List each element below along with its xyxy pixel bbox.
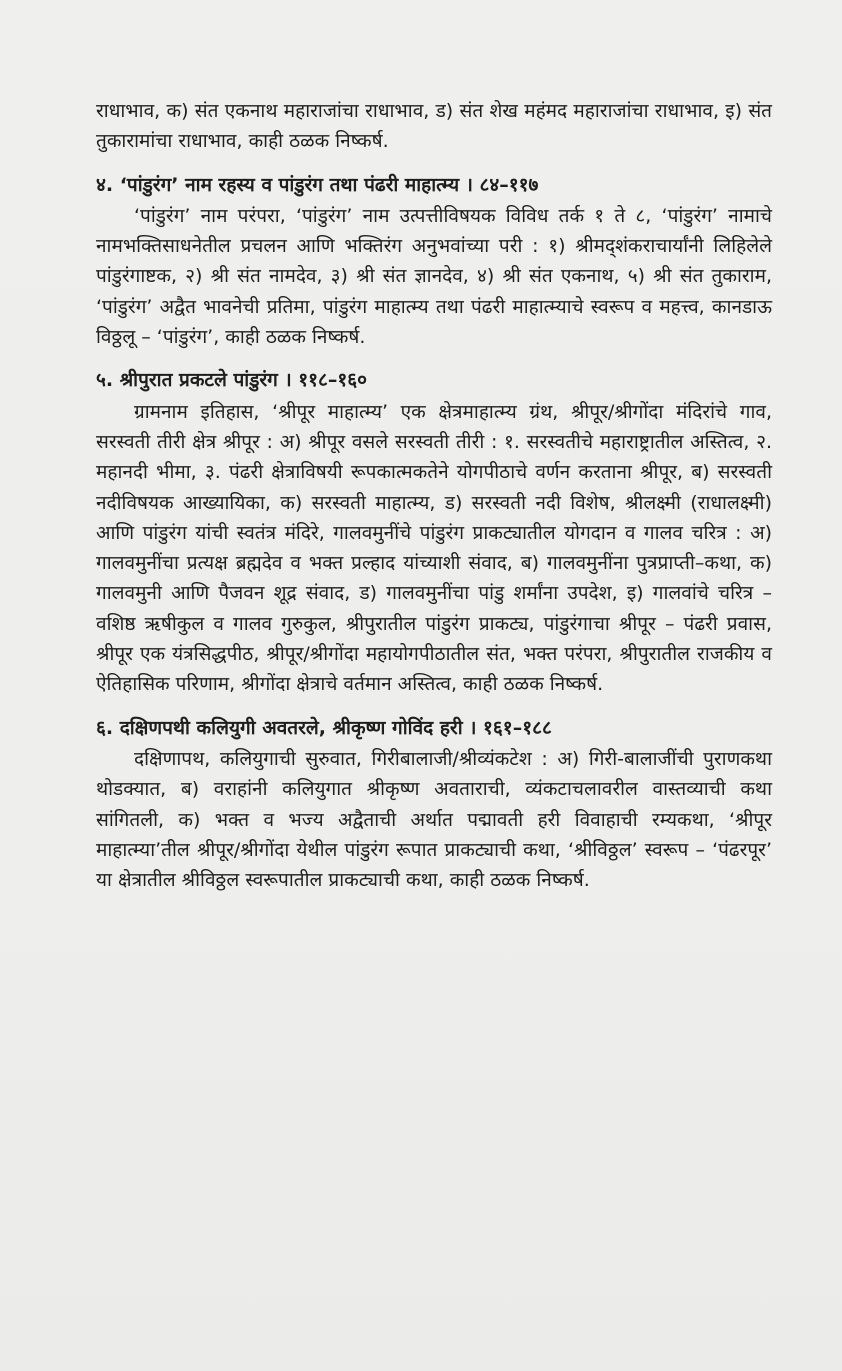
section-6-heading: ६. दक्षिणपथी कलियुगी अवतरले, श्रीकृष्ण गोविंद हरी । १६१–१८८ (96, 716, 552, 739)
section-4-body: ‘पांडुरंग’ नाम परंपरा, ‘पांडुरंग’ नाम उत्पत्तीविषयक विविध तर्क १ ते ८, ‘पांडुरंग’ नामाचे नामभक्तिसाधनेतील प्रचलन आणि भक्तिरंग अनुभवांच्या परी : १) श्रीमद्शंकराचार्यांनी लिहिलेले पांडुरंगाष्टक, २) श्री संत नामदेव, ३) श्री संत ज्ञानदेव, ४) श्री संत एकनाथ, ५) श्री संत तुकाराम, ‘पांडुरंग’ अद्वैत भावनेची प्रतिमा, पांडुरंग माहात्म्य तथा पंढरी माहात्म्याचे स्वरूप व महत्त्व, कानडाऊ विठ्ठलू – ‘पांडुरंग’, काही ठळक निष्कर्ष. (96, 204, 772, 349)
section-4-heading: ४. ‘पांडुरंग’ नाम रहस्य व पांडुरंग तथा पंढरी माहात्म्य । ८४–११७ (96, 173, 539, 196)
section-5-body: ग्रामनाम इतिहास, ‘श्रीपूर माहात्म्य’ एक क्षेत्रमाहात्म्य ग्रंथ, श्रीपूर/श्रीगोंदा मंदिरांचे गाव, सरस्वती तीरी क्षेत्र श्रीपूर : अ) श्रीपूर वसले सरस्वती तीरी : १. सरस्वतीचे महाराष्ट्रातील अस्तित्व, २. महानदी भीमा, ३. पंढरी क्षेत्राविषयी रूपकात्मकतेने योगपीठाचे वर्णन करताना श्रीपूर, ब) सरस्वती नदीविषयक आख्यायिका, क) सरस्वती माहात्म्य, ड) सरस्वती नदी विशेष, श्रीलक्ष्मी (राधालक्ष्मी) आणि पांडुरंग यांची स्वतंत्र मंदिरे, गालवमुनींचे पांडुरंग प्राकट्यातील योगदान व गालव चरित्र : अ) गालवमुनींचा प्रत्यक्ष ब्रह्मदेव व भक्त प्रल्हाद यांच्याशी संवाद, ब) गालवमुनींना पुत्रप्राप्ती–कथा, क) गालवमुनी आणि पैजवन शूद्र संवाद, ड) गालवमुनींचा पांडु शर्मांना उपदेश, इ) गालवांचे चरित्र – वशिष्ठ ऋषीकुल व गालव गुरुकुल, श्रीपुरातील पांडुरंग प्राकट्य, पांडुरंगाचा श्रीपूर – पंढरी प्रवास, श्रीपूर एक यंत्रसिद्धपीठ, श्रीपूर/श्रीगोंदा महायोगपीठातील संत, भक्त परंपरा, श्रीपुरातील राजकीय व ऐतिहासिक परिणाम, श्रीगोंदा क्षेत्राचे वर्तमान अस्तित्व, काही ठळक निष्कर्ष. (96, 400, 772, 696)
section-5-heading: ५. श्रीपुरात प्रकटले पांडुरंग । ११८–१६० (96, 369, 368, 392)
intro-paragraph: राधाभाव, क) संत एकनाथ महाराजांचा राधाभाव, ड) संत शेख महंमद महाराजांचा राधाभाव, इ) संत तुकारामांचा राधाभाव, काही ठळक निष्कर्ष. (96, 100, 772, 153)
page-content (96, 96, 772, 895)
section-6-body: दक्षिणापथ, कलियुगाची सुरुवात, गिरीबालाजी/श्रीव्यंकटेश : अ) गिरी-बालाजींची पुराणकथा थोडक्यात, ब) वराहांनी कलियुगात श्रीकृष्ण अवताराची, व्यंकटाचलावरील वास्तव्याची कथा सांगितली, क) भक्त व भज्य अद्वैताची अर्थात पद्मावती हरी विवाहाची रम्यकथा, ‘श्रीपूर माहात्म्या’तील श्रीपूर/श्रीगोंदा येथील पांडुरंग रूपात प्राकट्याची कथा, ‘श्रीविठ्ठल’ स्वरूप – ‘पंढरपूर’ या क्षेत्रातील श्रीविठ्ठल स्वरूपातील प्राकट्याची कथा, काही ठळक निष्कर्ष. (96, 747, 772, 892)
